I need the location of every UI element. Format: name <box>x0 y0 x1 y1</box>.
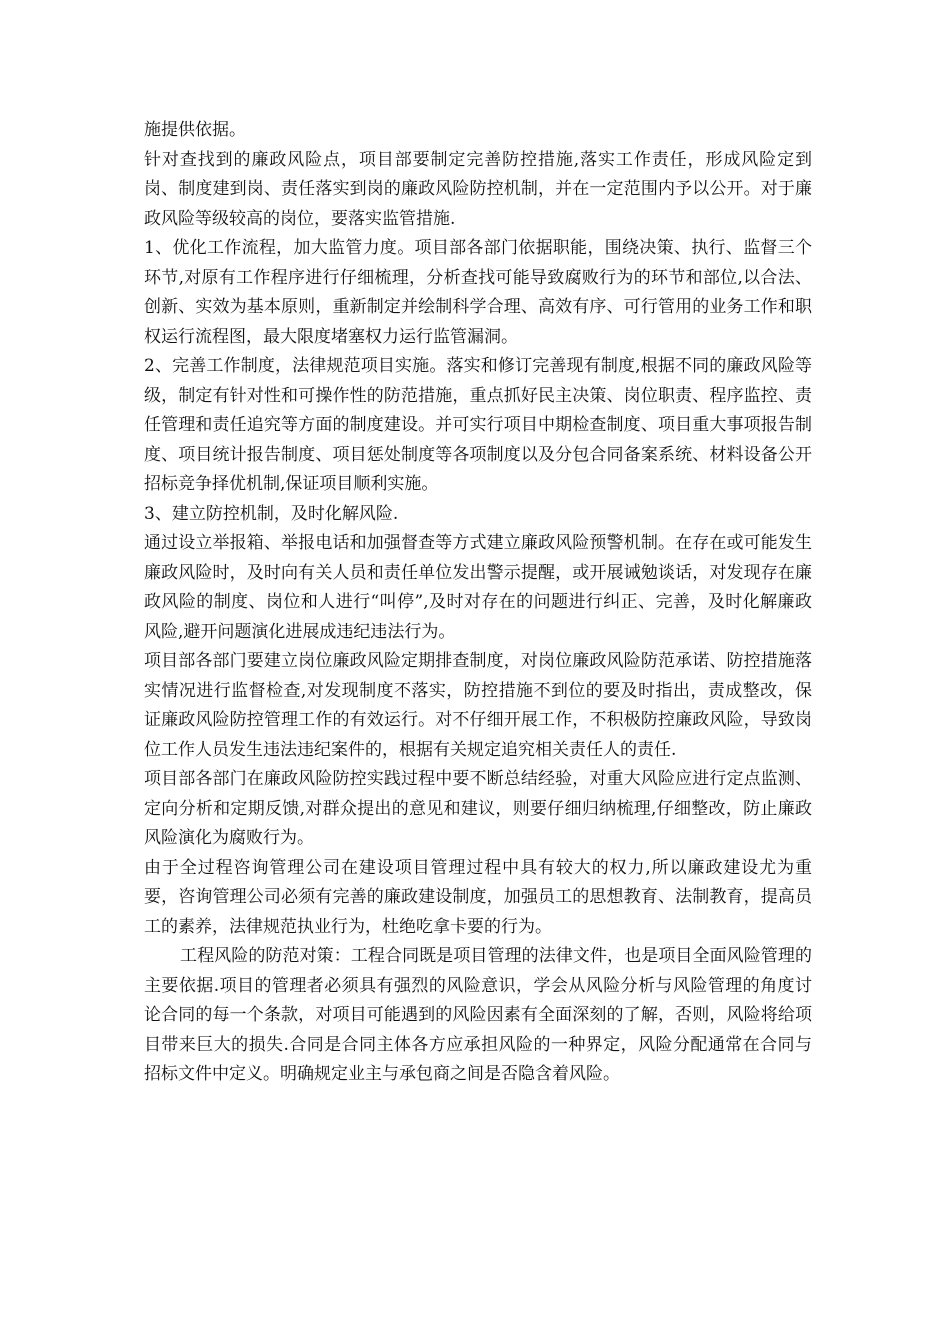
paragraph-4: 3、建立防控机制，及时化解风险. <box>144 503 399 524</box>
document-page <box>144 116 812 1090</box>
paragraph-0: 施提供依据。 <box>144 120 246 140</box>
paragraph-8: 由于全过程咨询管理公司在建设项目管理过程中具有较大的权力,所以廉政建设尤为重要，咨询管理公司必须有完善的廉政建设制度，加强员工的思想教育、法制教育，提高员工的素养，法律规范执业行为，杜绝吃拿卡要的行为。 <box>144 857 812 937</box>
paragraph-5: 通过设立举报箱、举报电话和加强督查等方式建立廉政风险预警机制。在存在或可能发生廉政风险时，及时向有关人员和责任单位发出警示提醒，或开展诫勉谈话，对发现存在廉政风险的制度、岗位和人进行“叫停”,及时对存在的问题进行纠正、完善，及时化解廉政风险,避开问题演化进展成违纪违法行为。 <box>144 533 812 642</box>
paragraph-9: 工程风险的防范对策：工程合同既是项目管理的法律文件，也是项目全面风险管理的主要依据.项目的管理者必须具有强烈的风险意识，学会从风险分析与风险管理的角度讨论合同的每一个条款，对项目可能遇到的风险因素有全面深刻的了解，否则，风险将给项目带来巨大的损失.合同是合同主体各方应承担风险的一种界定，风险分配通常在合同与招标文件中定义。明确规定业主与承包商之间是否隐含着风险。 <box>144 946 812 1084</box>
paragraph-1: 针对查找到的廉政风险点，项目部要制定完善防控措施,落实工作责任，形成风险定到岗、制度建到岗、责任落实到岗的廉政风险防控机制，并在一定范围内予以公开。对于廉政风险等级较高的岗位，要落实监管措施. <box>144 149 812 229</box>
paragraph-2: 1、优化工作流程，加大监管力度。项目部各部门依据职能，围绕决策、执行、监督三个环节,对原有工作程序进行仔细梳理，分析查找可能导致腐败行为的环节和部位,以合法、创新、实效为基本原则，重新制定并绘制科学合理、高效有序、可行管用的业务工作和职权运行流程图，最大限度堵塞权力运行监管漏洞。 <box>144 238 812 347</box>
paragraph-3: 2、完善工作制度，法律规范项目实施。落实和修订完善现有制度,根据不同的廉政风险等级，制定有针对性和可操作性的防范措施，重点抓好民主决策、岗位职责、程序监控、责任管理和责任追究等方面的制度建设。并可实行项目中期检查制度、项目重大事项报告制度、项目统计报告制度、项目惩处制度等各项制度以及分包合同备案系统、材料设备公开招标竞争择优机制,保证项目顺利实施。 <box>144 356 812 494</box>
paragraph-7: 项目部各部门在廉政风险防控实践过程中要不断总结经验，对重大风险应进行定点监测、定向分析和定期反馈,对群众提出的意见和建议，则要仔细归纳梳理,仔细整改，防止廉政风险演化为腐败行为。 <box>144 769 812 848</box>
paragraph-6: 项目部各部门要建立岗位廉政风险定期排查制度，对岗位廉政风险防范承诺、防控措施落实情况进行监督检查,对发现制度不落实，防控措施不到位的要及时指出，责成整改，保证廉政风险防控管理工作的有效运行。对不仔细开展工作，不积极防控廉政风险，导致岗位工作人员发生违法违纪案件的，根据有关规定追究相关责任人的责任. <box>144 651 812 760</box>
